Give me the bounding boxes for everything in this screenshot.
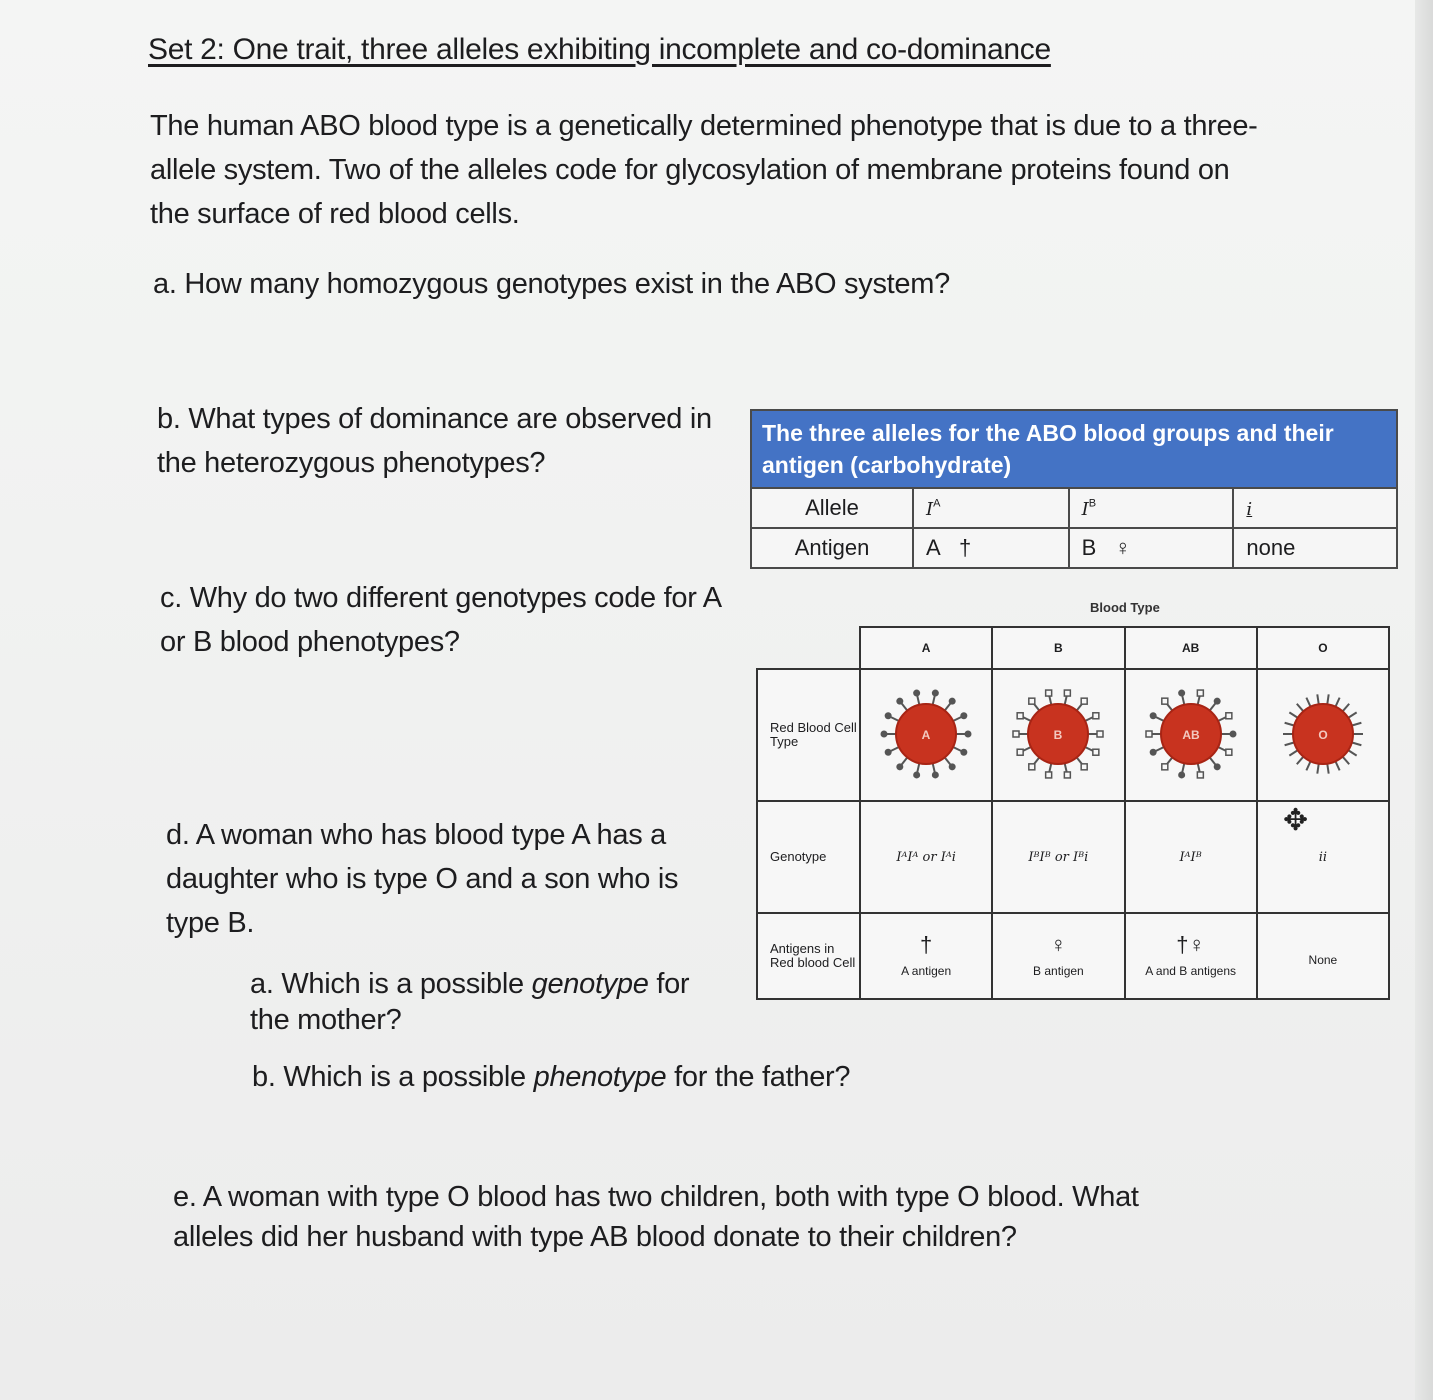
antigen-b: B ♀ [1069, 528, 1234, 568]
antigens-ab: †♀ A and B antigens [1125, 913, 1257, 999]
question-b: b. What types of dominance are observed in the heterozygous phenotypes? [157, 403, 712, 479]
type-o-header: O [1257, 627, 1389, 669]
allele-table [750, 409, 1398, 569]
cell-b [992, 669, 1124, 801]
antigen-none: none [1233, 528, 1397, 568]
type-b-header: B [992, 627, 1124, 669]
svg-text:A: A [921, 727, 931, 742]
question-d-b [252, 1055, 850, 1099]
allele-ib: $I^B$ [1069, 488, 1234, 528]
page-title: Set 2: One trait, three alleles exhibiting incomplete and co-dominance [148, 33, 1051, 66]
cell-o [1257, 669, 1389, 801]
red-blood-cell-o-icon [1273, 684, 1373, 784]
question-d: d. A woman who has blood type A has a daughter who is type O and a son who is type B. [166, 819, 679, 939]
antigens-b: ♀ B antigen [992, 913, 1124, 999]
allele-row-label: Allele [751, 488, 913, 528]
question-d-a [250, 966, 710, 1038]
row-label-cell-type: Red Blood Cell Type [757, 669, 860, 801]
qda-pre: a. Which is a possible [250, 968, 532, 1000]
antigen-b-icon: ♀ [1050, 932, 1067, 957]
genotype-ab: IᴬIᴮ [1125, 801, 1257, 913]
qdb-post: for the father? [666, 1061, 851, 1093]
antigen-ab-icon: †♀ [1176, 932, 1205, 957]
antigen-a: A † [913, 528, 1069, 568]
antigen-row-label: Antigen [751, 528, 913, 568]
cell-a [860, 669, 992, 801]
svg-text:AB: AB [1181, 727, 1200, 742]
qdb-pre: b. Which is a possible [252, 1061, 534, 1093]
intro-paragraph: The human ABO blood type is a genetically determined phenotype that is due to a three-allele system. Two of the alleles code for glycosylation of membrane proteins found on the surface of red blood cells. [150, 110, 1258, 230]
blood-type-caption: Blood Type [1090, 600, 1160, 615]
qda-em: genotype [531, 968, 649, 1000]
red-blood-cell-ab-icon [1141, 684, 1241, 784]
question-c: c. Why do two different genotypes code for A or B blood phenotypes? [160, 582, 721, 658]
svg-text:B: B [1054, 727, 1063, 742]
qda-post: for the mother? [250, 968, 690, 1036]
row-label-genotype: Genotype [757, 801, 860, 913]
antigen-a-icon: † [920, 932, 933, 957]
type-a-header: A [860, 627, 992, 669]
allele-ia: $I^A$ [913, 488, 1069, 528]
antigen-a-icon: † [959, 535, 972, 560]
red-blood-cell-a-icon [876, 684, 976, 784]
svg-text:O: O [1318, 727, 1328, 742]
genotype-a: IᴬIᴬ or Iᴬi [860, 801, 992, 913]
cell-ab [1125, 669, 1257, 801]
move-cursor-icon: ✥ [1283, 804, 1309, 837]
antigens-a: † A antigen [860, 913, 992, 999]
type-ab-header: AB [1125, 627, 1257, 669]
genotype-o: ii [1257, 801, 1389, 913]
allele-i: i [1233, 488, 1397, 528]
red-blood-cell-b-icon [1008, 684, 1108, 784]
antigen-b-icon: ♀ [1114, 535, 1132, 560]
page-edge-shadow [1415, 0, 1433, 1400]
question-a: a. How many homozygous genotypes exist in the ABO system? [153, 268, 950, 300]
qdb-em: phenotype [533, 1061, 667, 1093]
allele-table-header: The three alleles for the ABO blood groups and their antigen (carbohydrate) [751, 410, 1397, 488]
antigens-o: None [1257, 913, 1389, 999]
genotype-b: IᴮIᴮ or Iᴮi [992, 801, 1124, 913]
row-label-antigens: Antigens in Red blood Cell [757, 913, 860, 999]
question-e: e. A woman with type O blood has two children, both with type O blood. What alleles did her husband with type AB blood donate to their children? [173, 1181, 1139, 1253]
